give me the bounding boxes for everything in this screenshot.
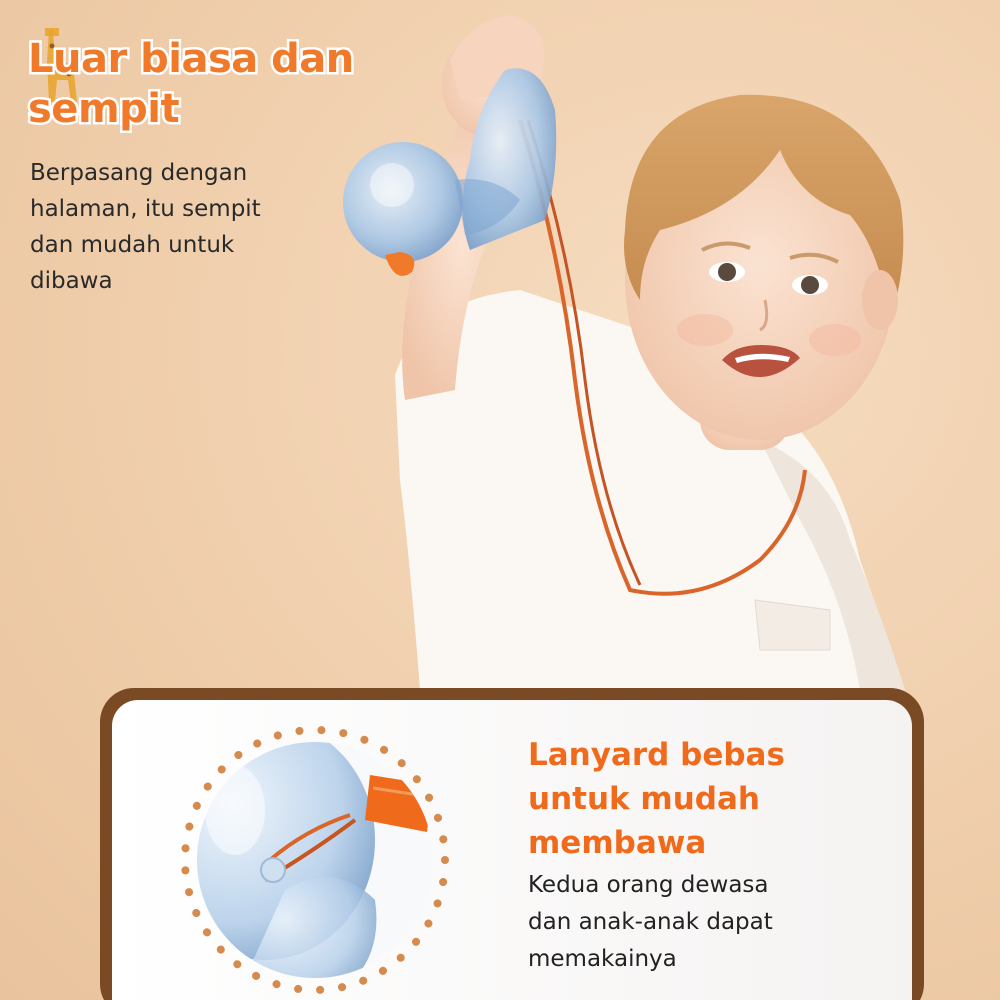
callout-description-line-2: dan anak-anak dapat	[528, 909, 773, 935]
callout-title-line-1: Lanyard bebas	[528, 737, 785, 773]
feature-description-line-3: dan mudah untuk	[30, 232, 235, 258]
callout-title-line-3: membawa	[528, 825, 707, 861]
feature-description	[30, 155, 320, 299]
feature-description-line-2: halaman, itu sempit	[30, 196, 261, 222]
feature-description-line-4: dibawa	[30, 268, 113, 294]
headline	[28, 34, 354, 134]
headline-line-1: Luar biasa dan	[28, 36, 354, 82]
callout-description-line-1: Kedua orang dewasa	[528, 872, 769, 898]
callout-title-line-2: untuk mudah	[528, 781, 760, 817]
callout-text-block	[528, 733, 948, 978]
lanyard-closeup	[175, 720, 455, 1000]
feature-description-line-1: Berpasang dengan	[30, 160, 248, 186]
headline-line-2: sempit	[28, 86, 180, 132]
callout-description-line-3: memakainya	[528, 946, 677, 972]
callout-title	[528, 733, 948, 865]
callout-description	[528, 867, 948, 978]
